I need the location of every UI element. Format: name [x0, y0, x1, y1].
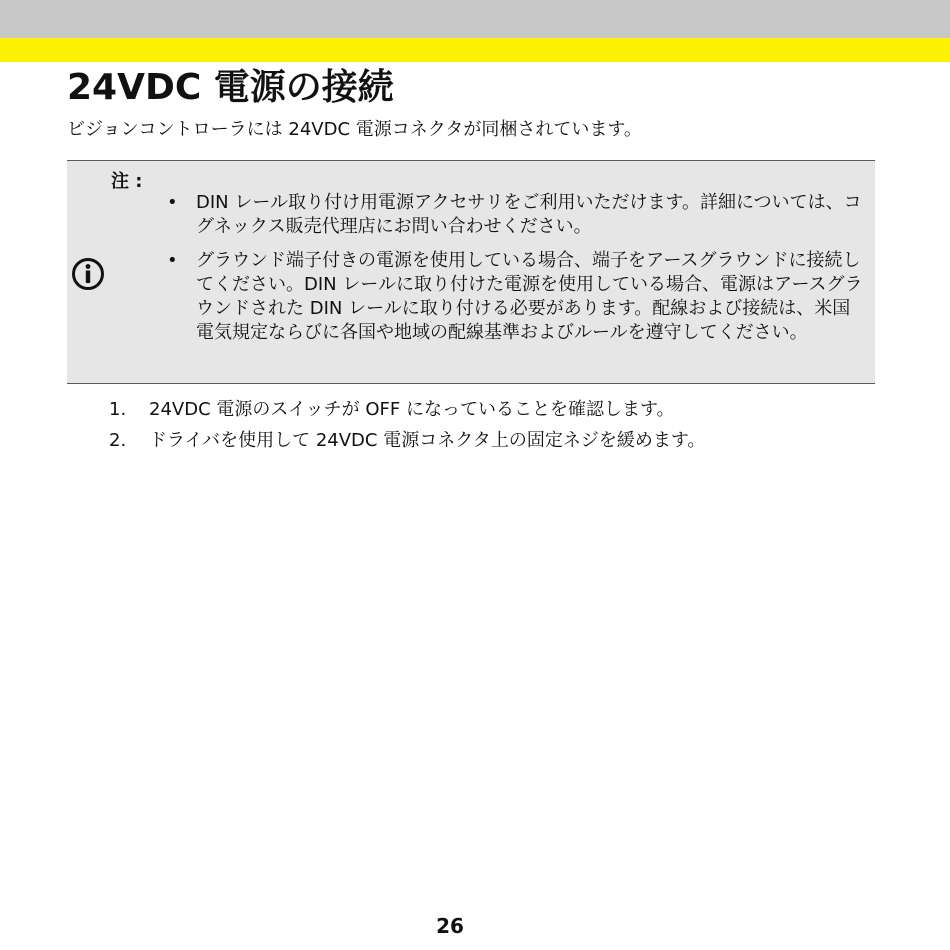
accent-stripe [0, 38, 950, 62]
step-number: 2. [109, 430, 127, 451]
steps-list [109, 396, 869, 458]
note-item-text: DIN レール取り付け用電源アクセサリをご利用いただけます。詳細については、コグネックス販売代理店にお問い合わせください。 [196, 192, 862, 237]
bullet-icon: • [167, 192, 178, 213]
note-label: 注 : [111, 171, 143, 192]
info-icon [70, 256, 106, 292]
note-item [165, 249, 865, 345]
step-item [109, 396, 869, 424]
note-item-text: グラウンド端子付きの電源を使用している場合、端子をアースグラウンドに接続してください。DIN レールに取り付けた電源を使用している場合、電源はアースグラウンドされた DIN レールに取り付ける必要があります。配線および接続は、米国電気規定ならびに各国や地域の配線基準およびルールを遵守してください。 [196, 250, 863, 343]
step-number: 1. [109, 399, 127, 420]
bullet-icon: • [167, 250, 178, 271]
header-bar [0, 0, 950, 38]
note-item [165, 191, 865, 239]
note-list [165, 191, 865, 355]
note-box [67, 160, 875, 384]
step-text: ドライバを使用して 24VDC 電源コネクタ上の固定ネジを緩めます。 [149, 430, 706, 451]
page-title: 24VDC 電源の接続 [67, 67, 394, 108]
step-item [109, 427, 869, 455]
page-number: 26 [436, 914, 464, 938]
intro-text: ビジョンコントローラには 24VDC 電源コネクタが同梱されています。 [67, 119, 642, 140]
step-text: 24VDC 電源のスイッチが OFF になっていることを確認します。 [149, 399, 675, 420]
